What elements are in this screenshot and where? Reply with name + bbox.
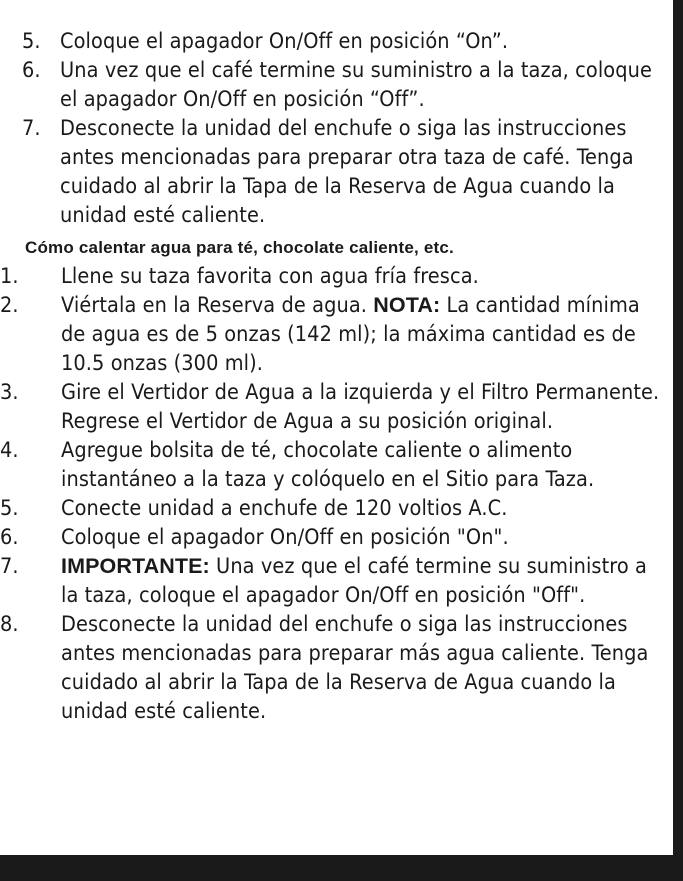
hot-water-steps-list bbox=[0, 262, 662, 726]
list-item bbox=[22, 56, 662, 114]
item-text: Conecte unidad a enchufe de 120 voltios A.C. bbox=[61, 496, 508, 521]
item-text: Llene su taza favorita con agua fría fresca. bbox=[61, 264, 479, 289]
section-heading: Cómo calentar agua para té, chocolate caliente, etc. bbox=[25, 238, 454, 257]
list-item bbox=[0, 378, 662, 436]
list-item bbox=[22, 114, 662, 230]
item-text: Gire el Vertidor de Agua a la izquierda y el Filtro Permanente. Regrese el Vertidor de Agua a su posición original. bbox=[61, 380, 660, 434]
list-item bbox=[0, 291, 662, 378]
item-number: 5. bbox=[0, 496, 19, 521]
item-text: Una vez que el café termine su suministro a la taza, coloque el apagador On/Off en posición "Off". bbox=[61, 554, 647, 608]
item-text: Coloque el apagador On/Off en posición “On”. bbox=[60, 29, 509, 54]
item-text: Una vez que el café termine su suministro a la taza, coloque el apagador On/Off en posición “Off”. bbox=[60, 58, 652, 112]
page-border-bottom bbox=[0, 855, 683, 881]
item-text: Coloque el apagador On/Off en posición "On". bbox=[61, 525, 509, 550]
list-item bbox=[0, 262, 662, 291]
item-text: La cantidad mínima de agua es de 5 onzas (142 ml); la máxima cantidad es de 10.5 onzas (300 ml). bbox=[61, 293, 640, 376]
item-number: 4. bbox=[0, 438, 19, 463]
instructions-content bbox=[0, 27, 662, 726]
list-item bbox=[22, 27, 662, 56]
item-number: 7. bbox=[0, 554, 19, 579]
item-number: 3. bbox=[0, 380, 19, 405]
list-item bbox=[0, 552, 662, 610]
item-number: 8. bbox=[0, 612, 19, 637]
item-number: 7. bbox=[22, 116, 41, 141]
item-text: Desconecte la unidad del enchufe o siga las instrucciones antes mencionadas para preparar más agua caliente. Tenga cuidado al abrir la Tapa de la Reserva de Agua cuando la unidad esté caliente. bbox=[61, 612, 649, 724]
item-text: Desconecte la unidad del enchufe o siga las instrucciones antes mencionadas para preparar otra taza de café. Tenga cuidado al abrir la Tapa de la Reserva de Agua cuando la unidad esté caliente. bbox=[60, 116, 634, 228]
item-number: 1. bbox=[0, 264, 19, 289]
item-number: 6. bbox=[22, 58, 41, 83]
item-text: Agregue bolsita de té, chocolate caliente o alimento instantáneo a la taza y colóquelo en el Sitio para Taza. bbox=[61, 438, 595, 492]
item-number: 2. bbox=[0, 293, 19, 318]
item-text: Viértala en la Reserva de agua. bbox=[61, 293, 374, 318]
list-item bbox=[0, 436, 662, 494]
list-item bbox=[0, 494, 662, 523]
item-number: 5. bbox=[22, 29, 41, 54]
important-label: IMPORTANTE: bbox=[61, 554, 210, 578]
page-border-right bbox=[673, 0, 683, 881]
list-item bbox=[0, 523, 662, 552]
note-label: NOTA: bbox=[373, 293, 441, 317]
coffee-steps-list bbox=[22, 27, 662, 230]
item-number: 6. bbox=[0, 525, 19, 550]
list-item bbox=[0, 610, 662, 726]
